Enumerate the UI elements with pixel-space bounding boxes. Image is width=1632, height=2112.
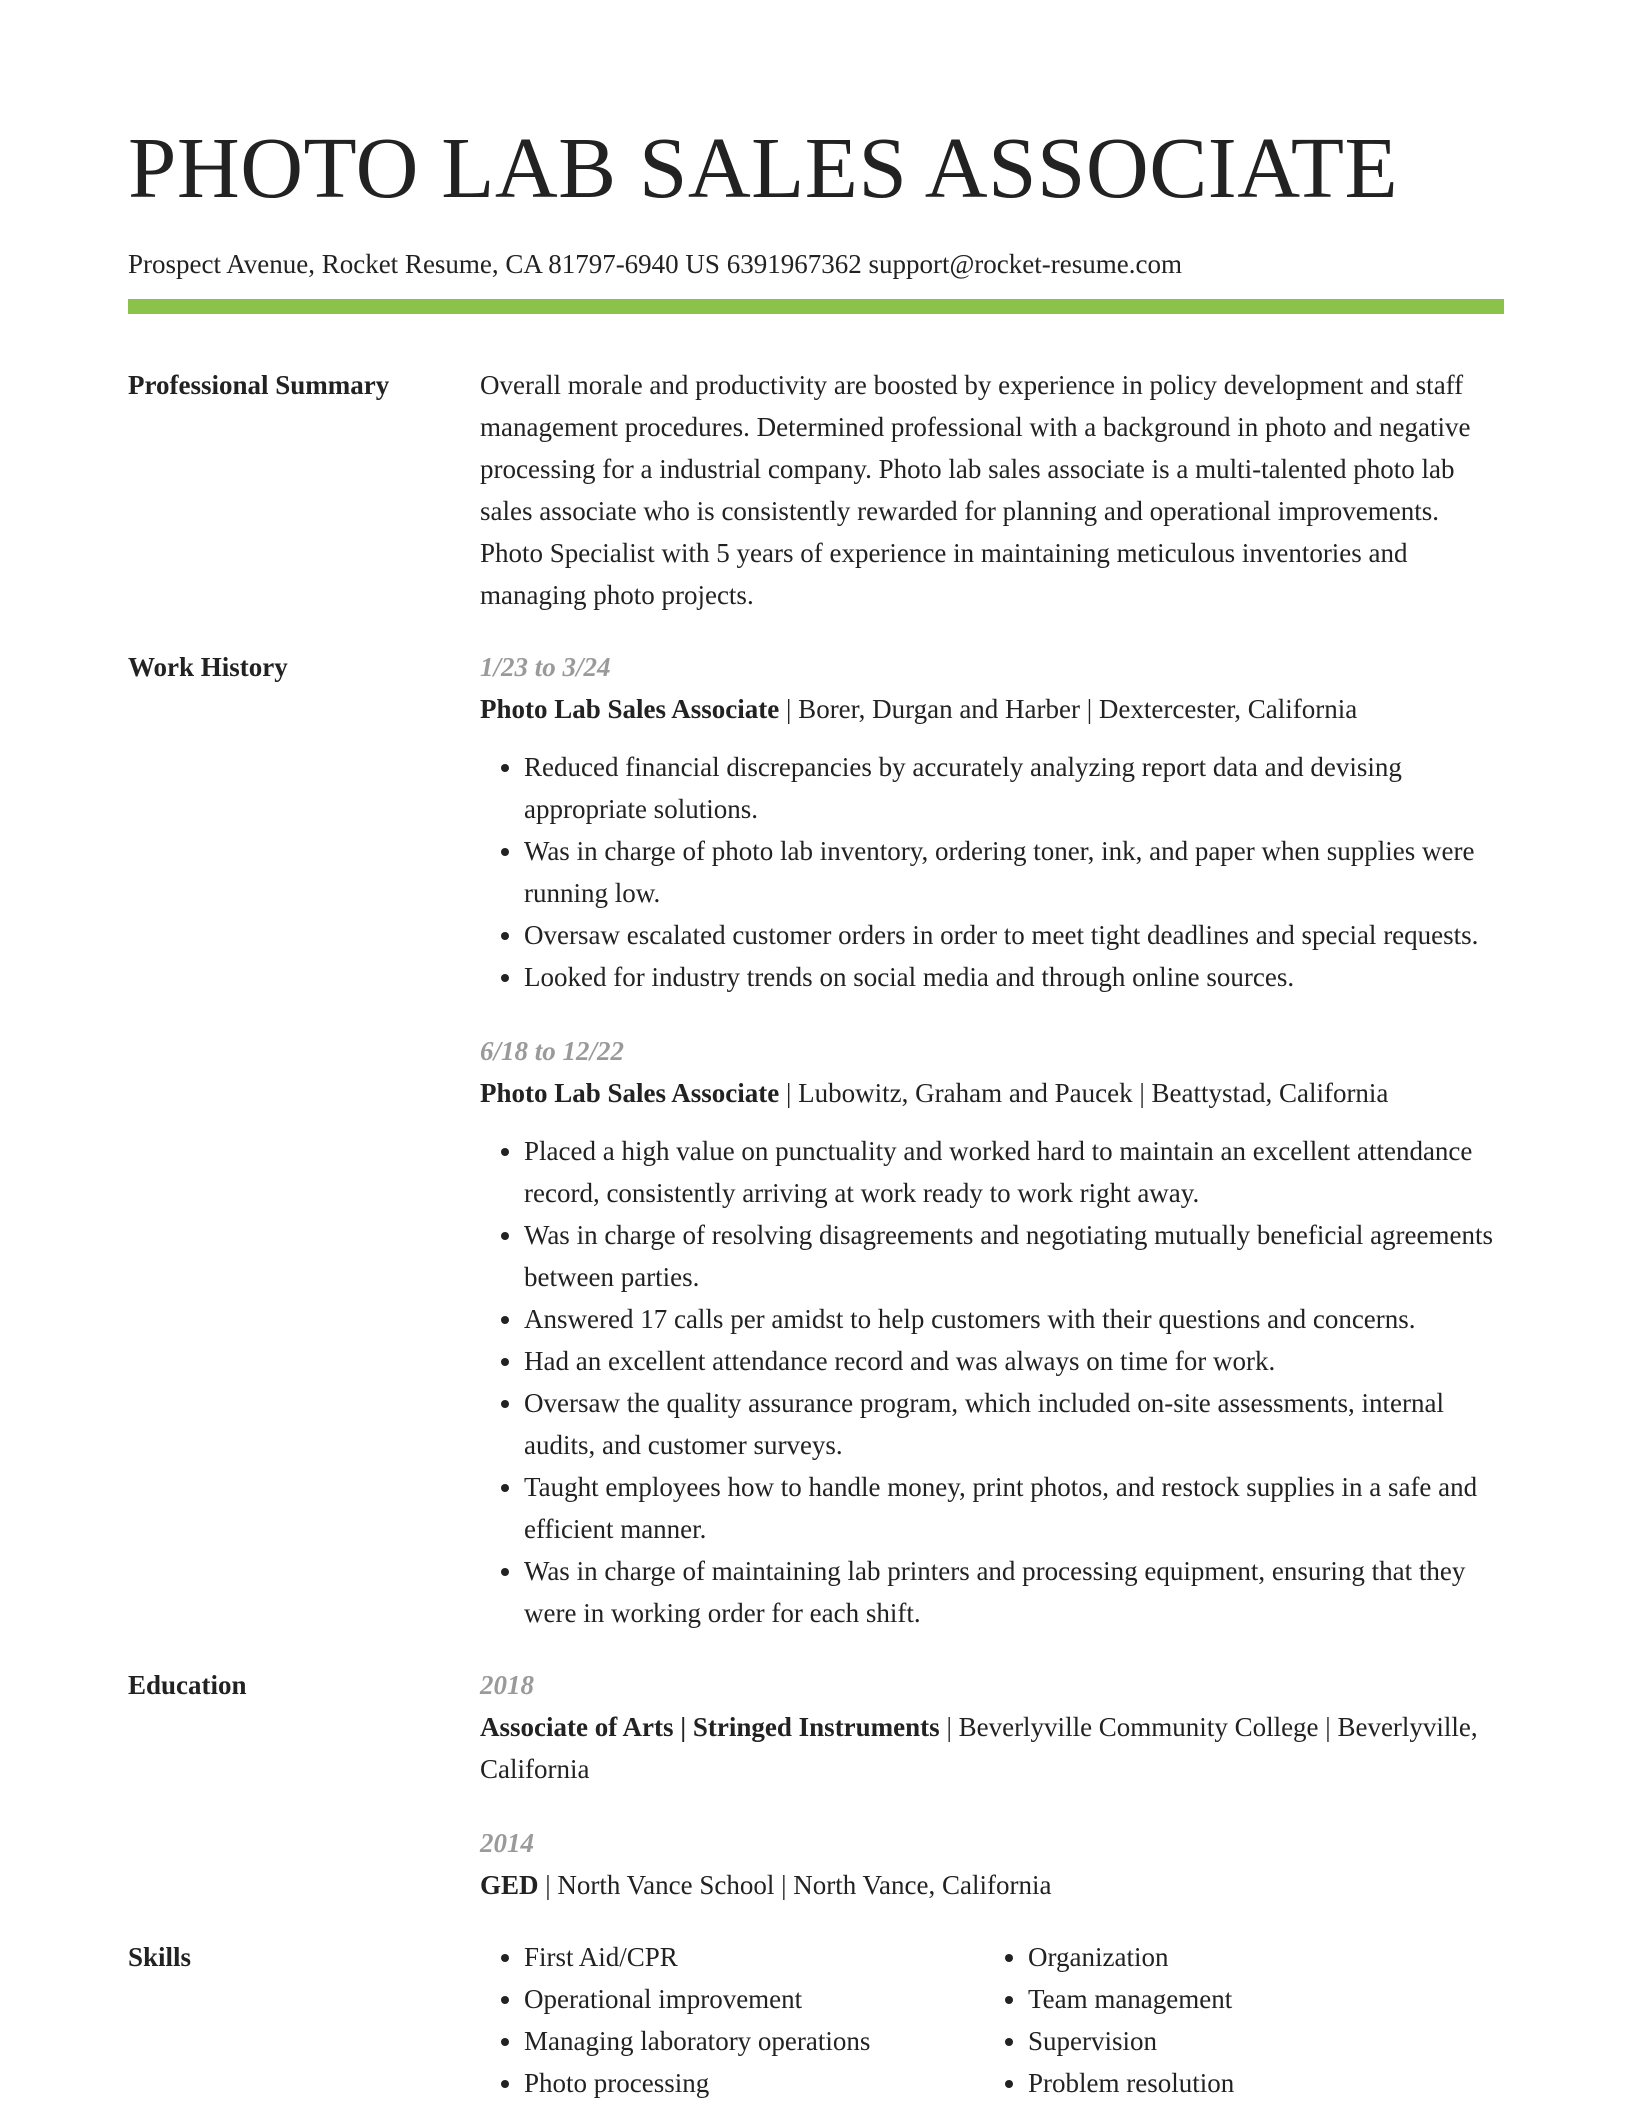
education-school: | North Vance School | North Vance, California <box>538 1870 1052 1900</box>
skills-list-right <box>984 1936 1488 2104</box>
education-degree: Associate of Arts | Stringed Instruments <box>480 1712 940 1742</box>
education-line <box>480 1864 1504 1906</box>
education-degree: GED <box>480 1870 539 1900</box>
list-item: • Was in charge of maintaining lab printers and processing equipment, ensuring that they were in working order for each shift. <box>524 1550 1504 1634</box>
skill-item: • Organization <box>1028 1936 1488 1978</box>
skill-item: • Operational improvement <box>524 1978 984 2020</box>
job-entry <box>480 1030 1504 1634</box>
summary-section <box>128 364 1504 616</box>
resume-name: PHOTO LAB SALES ASSOCIATE <box>128 119 1399 216</box>
education-line <box>480 1706 1504 1790</box>
education-school: | Beverlyville Community College | Beverlyville, California <box>480 1712 1478 1784</box>
skill-item: • Managing laboratory operations <box>524 2020 984 2062</box>
skill-item: • Problem resolution <box>1028 2062 1488 2104</box>
job-employer: | Borer, Durgan and Harber | Dextercester, California <box>779 694 1358 724</box>
work-history-section <box>128 646 1504 1634</box>
skill-item: • Supervision <box>1028 2020 1488 2062</box>
job-bullets <box>480 746 1504 998</box>
list-item: • Had an excellent attendance record and was always on time for work. <box>524 1340 1504 1382</box>
job-entry <box>480 646 1504 998</box>
education-entry <box>480 1664 1504 1790</box>
list-item: • Reduced financial discrepancies by accurately analyzing report data and devising appropriate solutions. <box>524 746 1504 830</box>
section-title-work: Work History <box>128 652 288 682</box>
list-item: • Oversaw the quality assurance program, which included on-site assessments, internal audits, and customer surveys. <box>524 1382 1504 1466</box>
job-date: 6/18 to 12/22 <box>480 1036 625 1066</box>
job-date: 1/23 to 3/24 <box>480 652 611 682</box>
resume-page <box>128 0 1504 2104</box>
job-title-line <box>480 688 1504 730</box>
education-date: 2018 <box>480 1670 534 1700</box>
education-section <box>128 1664 1504 1906</box>
job-role: Photo Lab Sales Associate <box>480 694 780 724</box>
section-title-summary: Professional Summary <box>128 370 390 400</box>
skills-columns <box>480 1936 1504 2104</box>
list-item: • Looked for industry trends on social media and through online sources. <box>524 956 1504 998</box>
skills-section <box>128 1936 1504 2104</box>
list-item: • Oversaw escalated customer orders in order to meet tight deadlines and special requests. <box>524 914 1504 956</box>
skill-item: • Team management <box>1028 1978 1488 2020</box>
job-bullets <box>480 1130 1504 1634</box>
education-date: 2014 <box>480 1828 534 1858</box>
job-employer: | Lubowitz, Graham and Paucek | Beattystad, California <box>779 1078 1389 1108</box>
education-entry <box>480 1822 1504 1906</box>
contact-line: Prospect Avenue, Rocket Resume, CA 81797-6940 US 6391967362 support@rocket-resume.com <box>128 249 1182 279</box>
section-title-skills: Skills <box>128 1942 192 1972</box>
list-item: • Taught employees how to handle money, print photos, and restock supplies in a safe and efficient manner. <box>524 1466 1504 1550</box>
list-item: • Answered 17 calls per amidst to help customers with their questions and concerns. <box>524 1298 1504 1340</box>
accent-divider <box>128 299 1504 314</box>
skill-item: • Photo processing <box>524 2062 984 2104</box>
section-title-education: Education <box>128 1670 247 1700</box>
summary-text: Overall morale and productivity are boosted by experience in policy development and staff management procedures. Determined professional with a background in photo and negative processing for a industrial company. Photo lab sales associate is a multi-talented photo lab sales associate who is consistently rewarded for planning and operational improvements. Photo Specialist with 5 years of experience in maintaining meticulous inventories and managing photo projects. <box>480 370 1471 610</box>
job-title-line <box>480 1072 1504 1114</box>
list-item: • Was in charge of photo lab inventory, ordering toner, ink, and paper when supplies were running low. <box>524 830 1504 914</box>
skills-list-left <box>480 1936 984 2104</box>
list-item: • Placed a high value on punctuality and worked hard to maintain an excellent attendance record, consistently arriving at work ready to work right away. <box>524 1130 1504 1214</box>
job-role: Photo Lab Sales Associate <box>480 1078 780 1108</box>
skill-item: • First Aid/CPR <box>524 1936 984 1978</box>
list-item: • Was in charge of resolving disagreements and negotiating mutually beneficial agreements between parties. <box>524 1214 1504 1298</box>
